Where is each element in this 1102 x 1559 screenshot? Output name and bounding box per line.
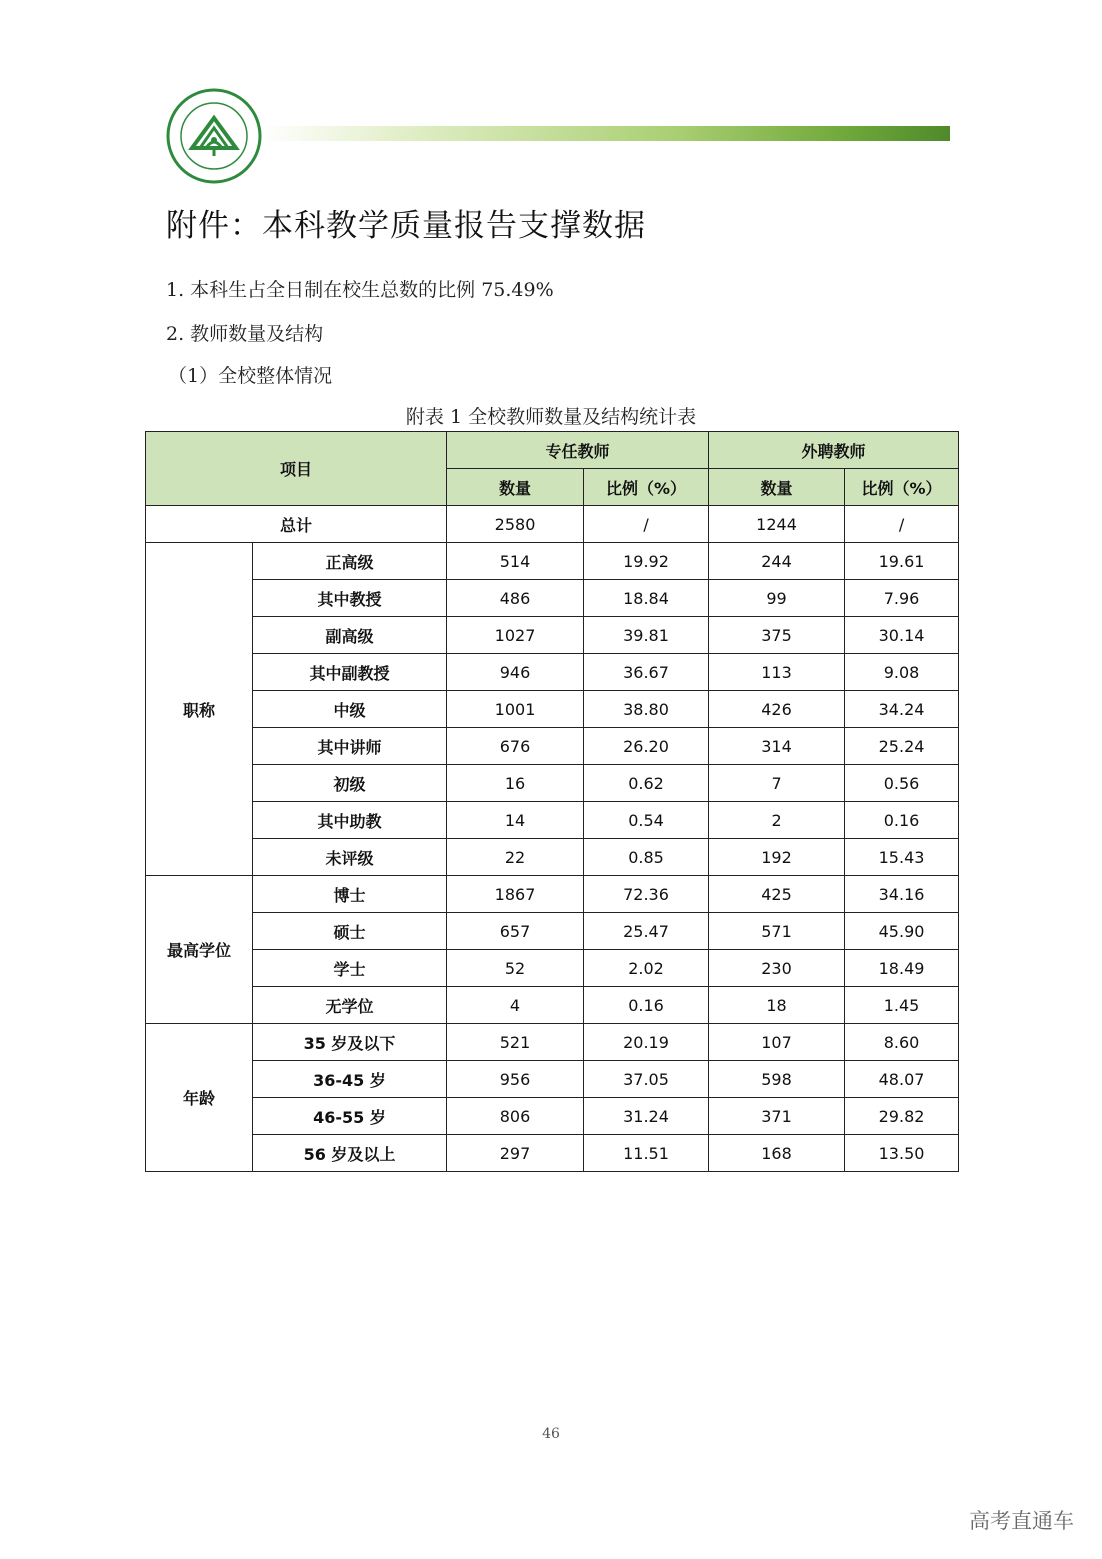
ex-count: 244 — [709, 543, 845, 580]
ex-ratio: 8.60 — [845, 1024, 959, 1061]
row-label: 副高级 — [253, 617, 447, 654]
row-label: 硕士 — [253, 913, 447, 950]
ft-ratio: 31.24 — [584, 1098, 709, 1135]
ex-ratio: 18.49 — [845, 950, 959, 987]
row-label: 无学位 — [253, 987, 447, 1024]
ex-ratio: 29.82 — [845, 1098, 959, 1135]
ft-count: 1001 — [447, 691, 584, 728]
ft-ratio: 0.54 — [584, 802, 709, 839]
ft-ratio: 11.51 — [584, 1135, 709, 1172]
ft-count: 946 — [447, 654, 584, 691]
table-caption: 附表 1 全校教师数量及结构统计表 — [405, 406, 697, 428]
table-row — [146, 580, 959, 617]
table-row — [146, 987, 959, 1024]
row-label: 46-55 岁 — [253, 1098, 447, 1135]
table-row — [146, 543, 959, 580]
ex-count: 192 — [709, 839, 845, 876]
item-school-overview: （1）全校整体情况 — [168, 365, 333, 387]
ft-ratio: 0.16 — [584, 987, 709, 1024]
row-label: 学士 — [253, 950, 447, 987]
ex-count: 371 — [709, 1098, 845, 1135]
ft-count: 521 — [447, 1024, 584, 1061]
ex-ratio: 0.16 — [845, 802, 959, 839]
row-label: 其中讲师 — [253, 728, 447, 765]
table-row-total — [146, 506, 959, 543]
ex-ratio: 48.07 — [845, 1061, 959, 1098]
ft-count: 297 — [447, 1135, 584, 1172]
ft-count: 956 — [447, 1061, 584, 1098]
table-row — [146, 802, 959, 839]
table-row — [146, 839, 959, 876]
ex-count: 7 — [709, 765, 845, 802]
ft-count: 1027 — [447, 617, 584, 654]
ex-count: 598 — [709, 1061, 845, 1098]
ft-count: 657 — [447, 913, 584, 950]
row-label: 正高级 — [253, 543, 447, 580]
ex-ratio: 0.56 — [845, 765, 959, 802]
table-row — [146, 765, 959, 802]
watermark: 高考直通车 — [969, 1509, 1074, 1533]
ex-ratio: 34.24 — [845, 691, 959, 728]
table-row — [146, 654, 959, 691]
header-ex-ratio: 比例（%） — [845, 469, 959, 506]
item-undergrad-ratio: 1. 本科生占全日制在校生总数的比例 75.49% — [166, 279, 554, 301]
ft-ratio: 38.80 — [584, 691, 709, 728]
ex-ratio: 34.16 — [845, 876, 959, 913]
table-row — [146, 1135, 959, 1172]
total-label: 总计 — [146, 506, 447, 543]
ex-count: 99 — [709, 580, 845, 617]
ex-count: 425 — [709, 876, 845, 913]
table-row — [146, 728, 959, 765]
row-label: 中级 — [253, 691, 447, 728]
ft-ratio: 36.67 — [584, 654, 709, 691]
row-label: 其中教授 — [253, 580, 447, 617]
ex-count: 314 — [709, 728, 845, 765]
row-label: 初级 — [253, 765, 447, 802]
table-row — [146, 1024, 959, 1061]
ft-ratio: 20.19 — [584, 1024, 709, 1061]
ft-count: 486 — [447, 580, 584, 617]
row-label: 36-45 岁 — [253, 1061, 447, 1098]
header-gradient-bar — [262, 126, 950, 141]
header-ft-ratio: 比例（%） — [584, 469, 709, 506]
ft-ratio: 26.20 — [584, 728, 709, 765]
row-label: 其中副教授 — [253, 654, 447, 691]
ex-ratio: 1.45 — [845, 987, 959, 1024]
ex-count: 18 — [709, 987, 845, 1024]
row-label: 博士 — [253, 876, 447, 913]
header-ex-count: 数量 — [709, 469, 845, 506]
university-logo — [166, 88, 262, 184]
ft-count: 806 — [447, 1098, 584, 1135]
total-ft-ratio: / — [584, 506, 709, 543]
row-label: 未评级 — [253, 839, 447, 876]
ex-count: 107 — [709, 1024, 845, 1061]
ft-count: 52 — [447, 950, 584, 987]
ft-count: 22 — [447, 839, 584, 876]
ft-count: 514 — [447, 543, 584, 580]
page-title: 附件：本科教学质量报告支撑数据 — [166, 208, 646, 244]
ft-ratio: 72.36 — [584, 876, 709, 913]
ft-ratio: 37.05 — [584, 1061, 709, 1098]
ft-count: 16 — [447, 765, 584, 802]
ft-count: 1867 — [447, 876, 584, 913]
table-row — [146, 950, 959, 987]
ex-count: 571 — [709, 913, 845, 950]
ft-ratio: 39.81 — [584, 617, 709, 654]
row-label: 其中助教 — [253, 802, 447, 839]
total-ft-count: 2580 — [447, 506, 584, 543]
ex-ratio: 15.43 — [845, 839, 959, 876]
ex-ratio: 9.08 — [845, 654, 959, 691]
teacher-stats-table — [145, 431, 959, 1172]
ex-ratio: 7.96 — [845, 580, 959, 617]
ex-count: 426 — [709, 691, 845, 728]
ft-count: 14 — [447, 802, 584, 839]
ex-ratio: 25.24 — [845, 728, 959, 765]
ex-count: 2 — [709, 802, 845, 839]
item-teacher-structure: 2. 教师数量及结构 — [166, 323, 324, 345]
group-label: 最高学位 — [146, 876, 253, 1024]
table-row — [146, 617, 959, 654]
ft-ratio: 18.84 — [584, 580, 709, 617]
ex-ratio: 19.61 — [845, 543, 959, 580]
header-ft-count: 数量 — [447, 469, 584, 506]
ex-count: 230 — [709, 950, 845, 987]
total-ex-ratio: / — [845, 506, 959, 543]
group-label: 职称 — [146, 543, 253, 876]
row-label: 35 岁及以下 — [253, 1024, 447, 1061]
header-external: 外聘教师 — [709, 432, 959, 469]
ex-count: 113 — [709, 654, 845, 691]
ex-count: 375 — [709, 617, 845, 654]
ex-ratio: 45.90 — [845, 913, 959, 950]
ft-count: 676 — [447, 728, 584, 765]
ft-ratio: 0.62 — [584, 765, 709, 802]
ft-ratio: 2.02 — [584, 950, 709, 987]
ft-ratio: 19.92 — [584, 543, 709, 580]
table-row — [146, 876, 959, 913]
total-ex-count: 1244 — [709, 506, 845, 543]
group-label: 年龄 — [146, 1024, 253, 1172]
table-row — [146, 1061, 959, 1098]
header-fulltime: 专任教师 — [447, 432, 709, 469]
ft-ratio: 0.85 — [584, 839, 709, 876]
page-number: 46 — [542, 1426, 560, 1442]
ft-ratio: 25.47 — [584, 913, 709, 950]
ex-ratio: 13.50 — [845, 1135, 959, 1172]
row-label: 56 岁及以上 — [253, 1135, 447, 1172]
ex-count: 168 — [709, 1135, 845, 1172]
ex-ratio: 30.14 — [845, 617, 959, 654]
table-row — [146, 691, 959, 728]
table-row — [146, 1098, 959, 1135]
header-item: 项目 — [146, 432, 447, 506]
table-row — [146, 913, 959, 950]
ft-count: 4 — [447, 987, 584, 1024]
